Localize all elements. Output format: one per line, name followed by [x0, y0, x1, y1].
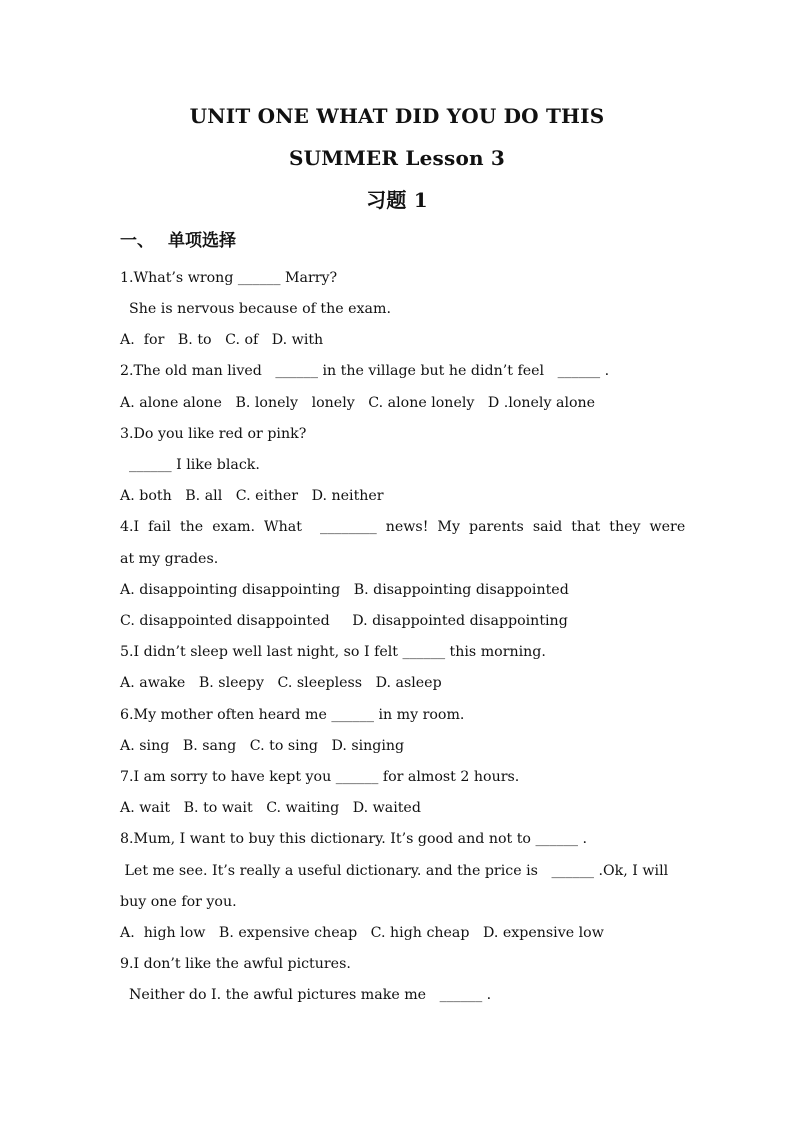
question-4-continued: at my grades. — [120, 551, 219, 567]
question-3: 3.Do you like red or pink? — [120, 426, 307, 442]
question-5-options: A. awake B. sleepy C. sleepless D. asleep — [120, 675, 442, 691]
section-title: 单项选择 — [168, 231, 236, 251]
question-3-context: ______ I like black. — [120, 457, 260, 473]
question-9: 9.I don’t like the awful pictures. — [120, 956, 351, 972]
question-4-options-ab: A. disappointing disappointing B. disappointing disappointed — [120, 582, 569, 598]
question-1-options: A. for B. to C. of D. with — [120, 332, 324, 348]
section-heading — [120, 228, 236, 254]
question-6-options: A. sing B. sang C. to sing D. singing — [120, 738, 405, 754]
question-6: 6.My mother often heard me ______ in my room. — [120, 707, 465, 723]
question-4: 4.I fail the exam. What ________ news! My parents said that they were — [120, 519, 686, 535]
question-5: 5.I didn’t sleep well last night, so I felt ______ this morning. — [120, 644, 546, 660]
section-number: 一、 — [120, 231, 154, 251]
question-1: 1.What’s wrong ______ Marry? — [120, 270, 338, 286]
title-line-1: UNIT ONE WHAT DID YOU DO THIS — [189, 104, 605, 128]
question-9-context: Neither do I. the awful pictures make me ______ . — [120, 987, 492, 1003]
question-2: 2.The old man lived ______ in the village but he didn’t feel ______ . — [120, 363, 610, 379]
question-7: 7.I am sorry to have kept you ______ for almost 2 hours. — [120, 769, 520, 785]
question-8-options: A. high low B. expensive cheap C. high cheap D. expensive low — [120, 925, 604, 941]
question-8-continued: buy one for you. — [120, 894, 237, 910]
question-8-context: Let me see. It’s really a useful dictionary. and the price is ______ .Ok, I will — [120, 863, 669, 879]
question-1-context: She is nervous because of the exam. — [120, 301, 391, 317]
question-4-options-cd: C. disappointed disappointed D. disappointed disappointing — [120, 613, 568, 629]
question-8: 8.Mum, I want to buy this dictionary. It’s good and not to ______ . — [120, 831, 588, 847]
question-7-options: A. wait B. to wait C. waiting D. waited — [120, 800, 421, 816]
question-2-options: A. alone alone B. lonely lonely C. alone lonely D .lonely alone — [120, 395, 596, 411]
title-line-2: SUMMER Lesson 3 — [288, 146, 506, 170]
title-line-3: 习题 1 — [366, 188, 428, 212]
question-3-options: A. both B. all C. either D. neither — [120, 488, 384, 504]
